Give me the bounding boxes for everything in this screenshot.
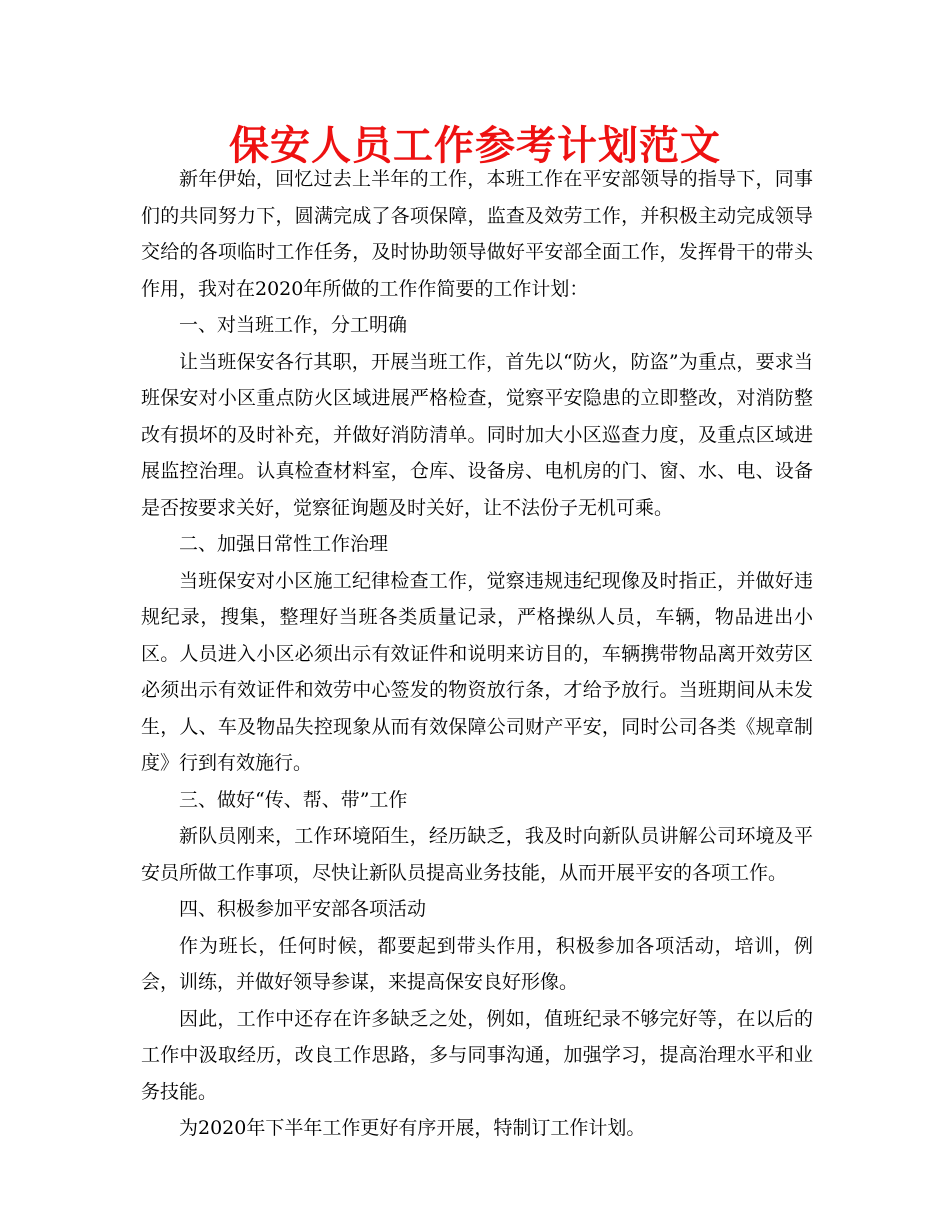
- paragraph-closing: 为2020年下半年工作更好有序开展，特制订工作计划。: [179, 1117, 646, 1139]
- section-heading-1: 一、对当班工作，分工明确: [179, 314, 408, 336]
- paragraph-section-1: 让当班保安各行其职，开展当班工作，首先以“防火，防盗”为重点，要求当班保安对小区重点防火区域进展严格检查，觉察平安隐患的立即整改，对消防整改有损坏的及时补充，并做好消防清单。同时加大小区巡查力度，及重点区域进展监控治理。认真检查材料室，仓库、设备房、电机房的门、窗、水、电、设备是否按要求关好，觉察征询题及时关好，让不法份子无机可乘。: [141, 350, 813, 519]
- paragraph-section-4: 作为班长，任何时候，都要起到带头作用，积极参加各项活动，培训，例会，训练，并做好领导参谋，来提高保安良好形像。: [141, 934, 813, 993]
- paragraph-section-3: 新队员刚来，工作环境陌生，经历缺乏，我及时向新队员讲解公司环境及平安员所做工作事项，尽快让新队员提高业务技能，从而开展平安的各项工作。: [141, 825, 813, 884]
- document-title: 保安人员工作参考计划范文: [229, 122, 721, 169]
- document-body: [141, 161, 813, 1147]
- section-heading-3: 三、做好“传、帮、带”工作: [179, 788, 408, 811]
- paragraph-intro: 新年伊始，回忆过去上半年的工作，本班工作在平安部领导的指导下，同事们的共同努力下，圆满完成了各项保障，监查及效劳工作，并积极主动完成领导交给的各项临时工作任务，及时协助领导做好平安部全面工作，发挥骨干的带头作用，我对在2020年所做的工作作简要的工作计划：: [141, 168, 813, 300]
- section-heading-4: 四、积极参加平安部各项活动: [179, 898, 427, 920]
- section-heading-2: 二、加强日常性工作治理: [179, 533, 389, 555]
- paragraph-summary: 因此，工作中还存在许多缺乏之处，例如，值班纪录不够完好等，在以后的工作中汲取经历，改良工作思路，多与同事沟通，加强学习，提高治理水平和业务技能。: [141, 1007, 813, 1103]
- paragraph-section-2: 当班保安对小区施工纪律检查工作，觉察违规违纪现像及时指正，并做好违规纪录，搜集，整理好当班各类质量记录，严格操纵人员，车辆，物品进出小区。人员进入小区必须出示有效证件和说明来访目的，车辆携带物品离开效劳区必须出示有效证件和效劳中心签发的物资放行条，才给予放行。当班期间从未发生，人、车及物品失控现象从而有效保障公司财产平安，同时公司各类《规章制度》行到有效施行。: [141, 569, 813, 774]
